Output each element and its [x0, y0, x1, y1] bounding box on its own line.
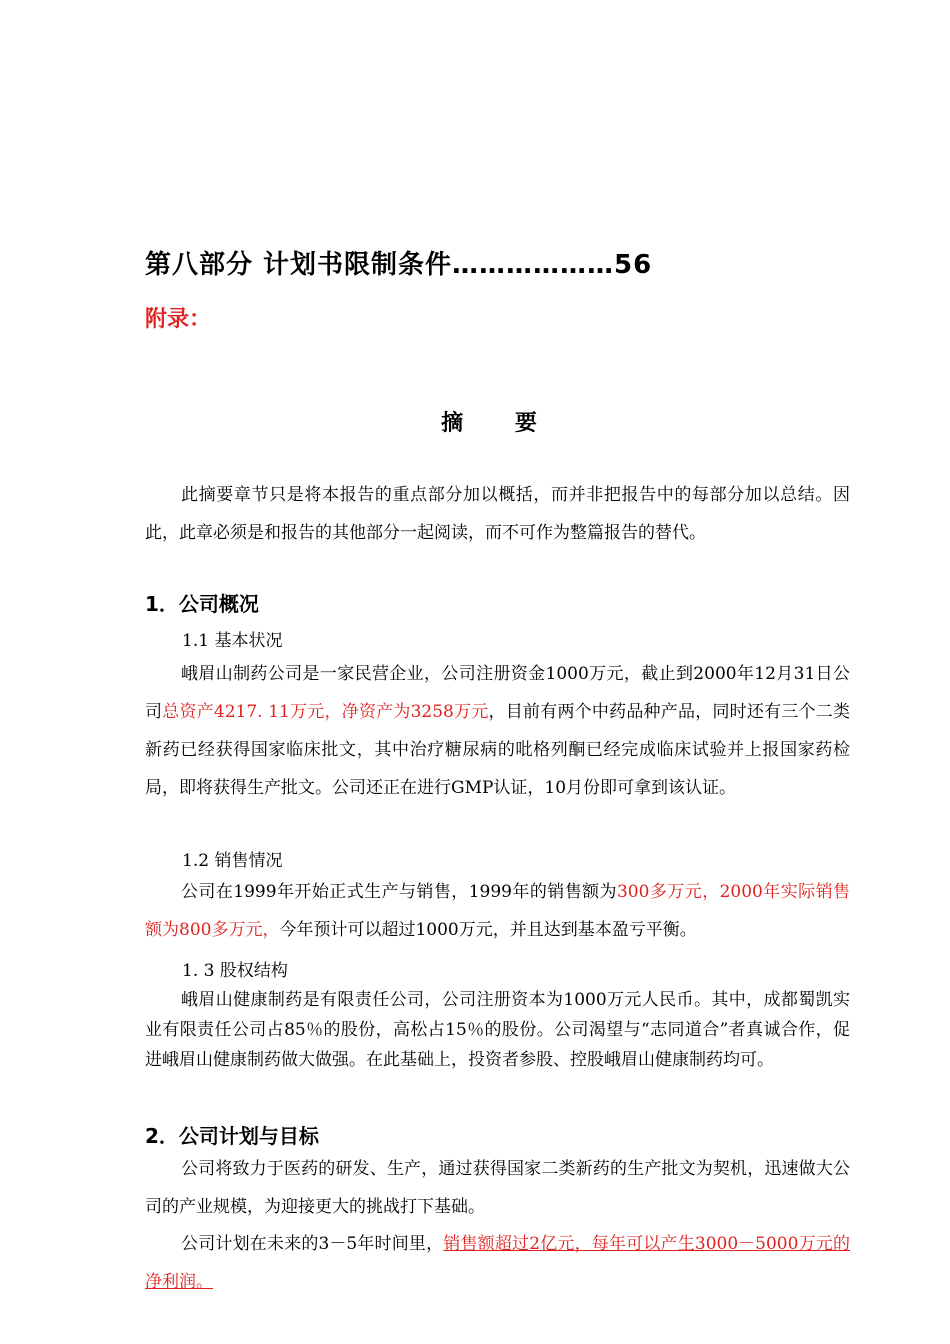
section-1-1-heading: 1.1 基本状况	[182, 631, 283, 651]
section-1-1-text-b: ，目前有两个中药品种产品，同时还有三个二类新药已经获得国家临床批文，其中治疗糖尿病的吡格列酮已经完成临床试验并上报国家药检局，即将获得生产批文。公司还正在进行GMP认证，10月份即可拿到该认证。	[145, 702, 851, 798]
section-1-2-text-highlight: 300多万元，2000年实际销售额为800多万元，	[145, 882, 850, 940]
section-1-2-text	[145, 873, 850, 949]
section-1-2-text-b: 今年预计可以超过1000万元，并且达到基本盈亏平衡。	[279, 920, 697, 940]
summary-intro: 此摘要章节只是将本报告的重点部分加以概括，而并非把报告中的每部分加以总结。因此，此章必须是和报告的其他部分一起阅读，而不可作为整篇报告的替代。	[145, 485, 850, 543]
section-2-p1: 公司将致力于医药的研发、生产，通过获得国家二类新药的生产批文为契机，迅速做大公司的产业规模，为迎接更大的挑战打下基础。	[145, 1159, 850, 1217]
section-2-p2-a: 公司计划在未来的3－5年时间里，	[181, 1234, 444, 1254]
section-1-2-text-a: 公司在1999年开始正式生产与销售，1999年的销售额为	[181, 882, 617, 902]
section-2-p2	[145, 1225, 850, 1301]
appendix-label: 附录：	[145, 307, 212, 332]
section-1-heading: 1．公司概况	[145, 592, 259, 616]
section-2-heading: 2．公司计划与目标	[145, 1124, 319, 1148]
section-1-3-text: 峨眉山健康制药是有限责任公司，公司注册资本为1000万元人民币。其中，成都蜀凯实业有限责任公司占85％的股份，高松占15％的股份。公司渴望与“志同道合”者真诚合作，促进峨眉山健康制药做大做强。在此基础上，投资者参股、控股峨眉山健康制药均可。	[145, 990, 850, 1070]
section-1-1-text-a: 峨眉山制药公司是一家民营企业，公司注册资金1000万元，截止到2000年12月31日公司	[145, 664, 850, 722]
section-1-1-text	[145, 655, 850, 807]
toc-entry: 第八部分 计划书限制条件………………56	[145, 250, 653, 280]
section-2-p2-highlight: 销售额超过2亿元，每年可以产生3000－5000万元的净利润。	[145, 1234, 850, 1292]
section-1-3-heading: 1. 3 股权结构	[182, 961, 288, 981]
section-1-1-text-highlight: 总资产4217. 11万元，净资产为3258万元	[162, 702, 489, 722]
section-1-2-heading: 1.2 销售情况	[182, 851, 283, 871]
summary-title: 摘 要	[441, 411, 559, 436]
